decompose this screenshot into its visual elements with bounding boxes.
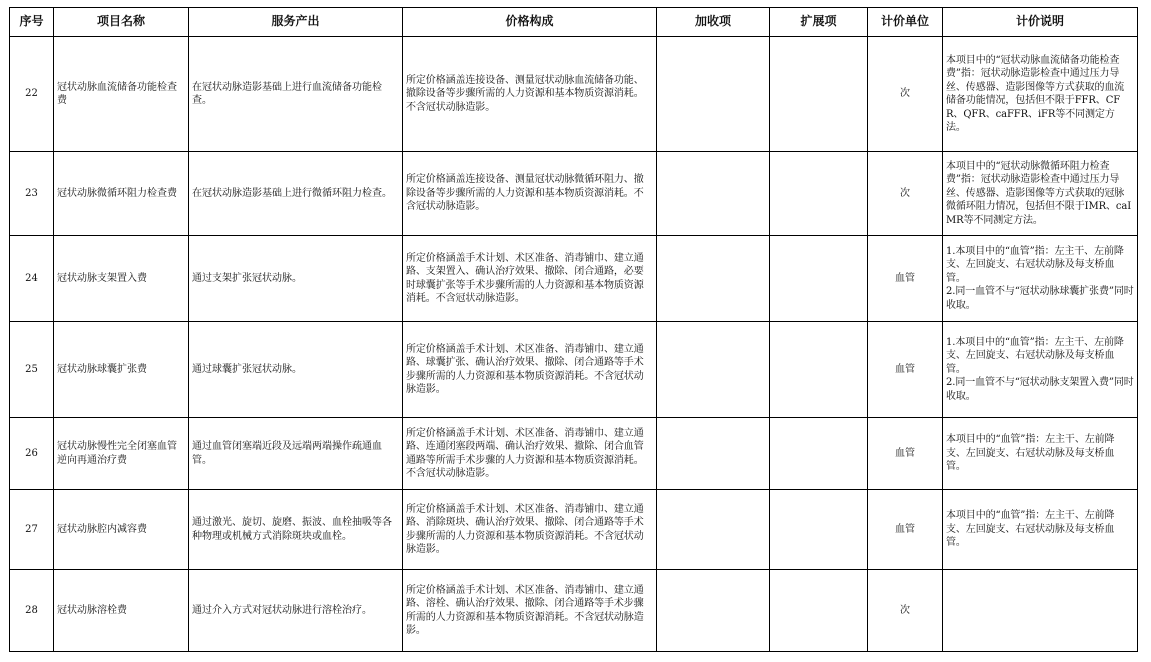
- row-name: 冠状动脉血流储备功能检查费: [54, 37, 189, 152]
- row-unit: 次: [868, 152, 943, 236]
- row-ext: [770, 570, 868, 652]
- header-price: 价格构成: [403, 8, 657, 37]
- table-row: [10, 418, 1138, 490]
- row-no: 28: [10, 570, 54, 652]
- row-price: 所定价格涵盖手术计划、术区准备、消毒铺巾、建立通路、支架置入、确认治疗效果、撤除、闭合通路，必要时球囊扩张等手术步骤所需的人力资源和基本物质资源消耗。不含冠状动脉造影。: [403, 236, 657, 322]
- header-extra: 加收项: [657, 8, 770, 37]
- row-note: 本项目中的“冠状动脉血流储备功能检查费”指：冠状动脉造影检查中通过压力导丝、传感器、造影图像等方式获取的血流储备功能情况，包括但不限于FFR、CFR、QFR、caFFR、iFR等不同测定方法。: [943, 37, 1138, 152]
- row-unit: 血管: [868, 418, 943, 490]
- row-output: 通过激光、旋切、旋磨、振波、血栓抽吸等各种物理或机械方式消除斑块或血栓。: [189, 490, 403, 570]
- row-name: 冠状动脉溶栓费: [54, 570, 189, 652]
- row-extra: [657, 490, 770, 570]
- table-row: [10, 570, 1138, 652]
- row-output: 在冠状动脉造影基础上进行微循环阻力检查。: [189, 152, 403, 236]
- row-note: 1.本项目中的“血管”指：左主干、左前降支、左回旋支、右冠状动脉及每支桥血管。 2.同一血管不与“冠状动脉支架置入费”同时收取。: [943, 322, 1138, 418]
- row-price: 所定价格涵盖手术计划、术区准备、消毒铺巾、建立通路、消除斑块、确认治疗效果、撤除、闭合通路等手术步骤所需的人力资源和基本物质资源消耗。不含冠状动脉造影。: [403, 490, 657, 570]
- row-name: 冠状动脉球囊扩张费: [54, 322, 189, 418]
- row-ext: [770, 37, 868, 152]
- row-no: 24: [10, 236, 54, 322]
- row-extra: [657, 570, 770, 652]
- row-unit: 血管: [868, 236, 943, 322]
- table-row: [10, 37, 1138, 152]
- header-output: 服务产出: [189, 8, 403, 37]
- table-row: [10, 236, 1138, 322]
- row-ext: [770, 236, 868, 322]
- row-no: 22: [10, 37, 54, 152]
- row-price: 所定价格涵盖连接设备、测量冠状动脉微循环阻力、撤除设备等步骤所需的人力资源和基本物质资源消耗。不含冠状动脉造影。: [403, 152, 657, 236]
- row-unit: 次: [868, 570, 943, 652]
- row-extra: [657, 236, 770, 322]
- row-name: 冠状动脉慢性完全闭塞血管逆向再通治疗费: [54, 418, 189, 490]
- row-output: 通过血管闭塞端近段及远端两端操作疏通血管。: [189, 418, 403, 490]
- row-no: 23: [10, 152, 54, 236]
- table-row: [10, 152, 1138, 236]
- header-name: 项目名称: [54, 8, 189, 37]
- row-unit: 血管: [868, 490, 943, 570]
- header-ext: 扩展项: [770, 8, 868, 37]
- row-name: 冠状动脉微循环阻力检查费: [54, 152, 189, 236]
- row-price: 所定价格涵盖手术计划、术区准备、消毒铺巾、建立通路、连通闭塞段两端、确认治疗效果、撤除、闭合血管通路等所需手术步骤的人力资源和基本物质资源消耗。不含冠状动脉造影。: [403, 418, 657, 490]
- row-extra: [657, 152, 770, 236]
- row-no: 25: [10, 322, 54, 418]
- row-note: 本项目中的“血管”指：左主干、左前降支、左回旋支、右冠状动脉及每支桥血管。: [943, 418, 1138, 490]
- row-price: 所定价格涵盖手术计划、术区准备、消毒铺巾、建立通路、溶栓、确认治疗效果、撤除、闭合通路等手术步骤所需的人力资源和基本物质资源消耗。不含冠状动脉造影。: [403, 570, 657, 652]
- header-row: [10, 8, 1138, 37]
- row-unit: 血管: [868, 322, 943, 418]
- row-ext: [770, 490, 868, 570]
- row-price: 所定价格涵盖手术计划、术区准备、消毒铺巾、建立通路、球囊扩张、确认治疗效果、撤除、闭合通路等手术步骤所需的人力资源和基本物质资源消耗。不含冠状动脉造影。: [403, 322, 657, 418]
- row-output: 通过支架扩张冠状动脉。: [189, 236, 403, 322]
- row-extra: [657, 418, 770, 490]
- row-output: 通过介入方式对冠状动脉进行溶栓治疗。: [189, 570, 403, 652]
- header-note: 计价说明: [943, 8, 1138, 37]
- row-output: 在冠状动脉造影基础上进行血流储备功能检查。: [189, 37, 403, 152]
- row-price: 所定价格涵盖连接设备、测量冠状动脉血流储备功能、撤除设备等步骤所需的人力资源和基本物质资源消耗。不含冠状动脉造影。: [403, 37, 657, 152]
- row-ext: [770, 418, 868, 490]
- pricing-table: [9, 7, 1138, 652]
- row-name: 冠状动脉支架置入费: [54, 236, 189, 322]
- row-output: 通过球囊扩张冠状动脉。: [189, 322, 403, 418]
- header-no: 序号: [10, 8, 54, 37]
- row-note: 本项目中的“血管”指：左主干、左前降支、左回旋支、右冠状动脉及每支桥血管。: [943, 490, 1138, 570]
- table-row: [10, 490, 1138, 570]
- row-extra: [657, 37, 770, 152]
- table-row: [10, 322, 1138, 418]
- row-note: 本项目中的“冠状动脉微循环阻力检查费”指：冠状动脉造影检查中通过压力导丝、传感器、造影图像等方式获取的冠脉微循环阻力情况，包括但不限于IMR、caIMR等不同测定方法。: [943, 152, 1138, 236]
- row-note: [943, 570, 1138, 652]
- row-unit: 次: [868, 37, 943, 152]
- row-no: 26: [10, 418, 54, 490]
- row-note: 1.本项目中的“血管”指：左主干、左前降支、左回旋支、右冠状动脉及每支桥血管。 2.同一血管不与“冠状动脉球囊扩张费”同时收取。: [943, 236, 1138, 322]
- row-ext: [770, 152, 868, 236]
- header-unit: 计价单位: [868, 8, 943, 37]
- row-ext: [770, 322, 868, 418]
- row-no: 27: [10, 490, 54, 570]
- row-name: 冠状动脉腔内减容费: [54, 490, 189, 570]
- row-extra: [657, 322, 770, 418]
